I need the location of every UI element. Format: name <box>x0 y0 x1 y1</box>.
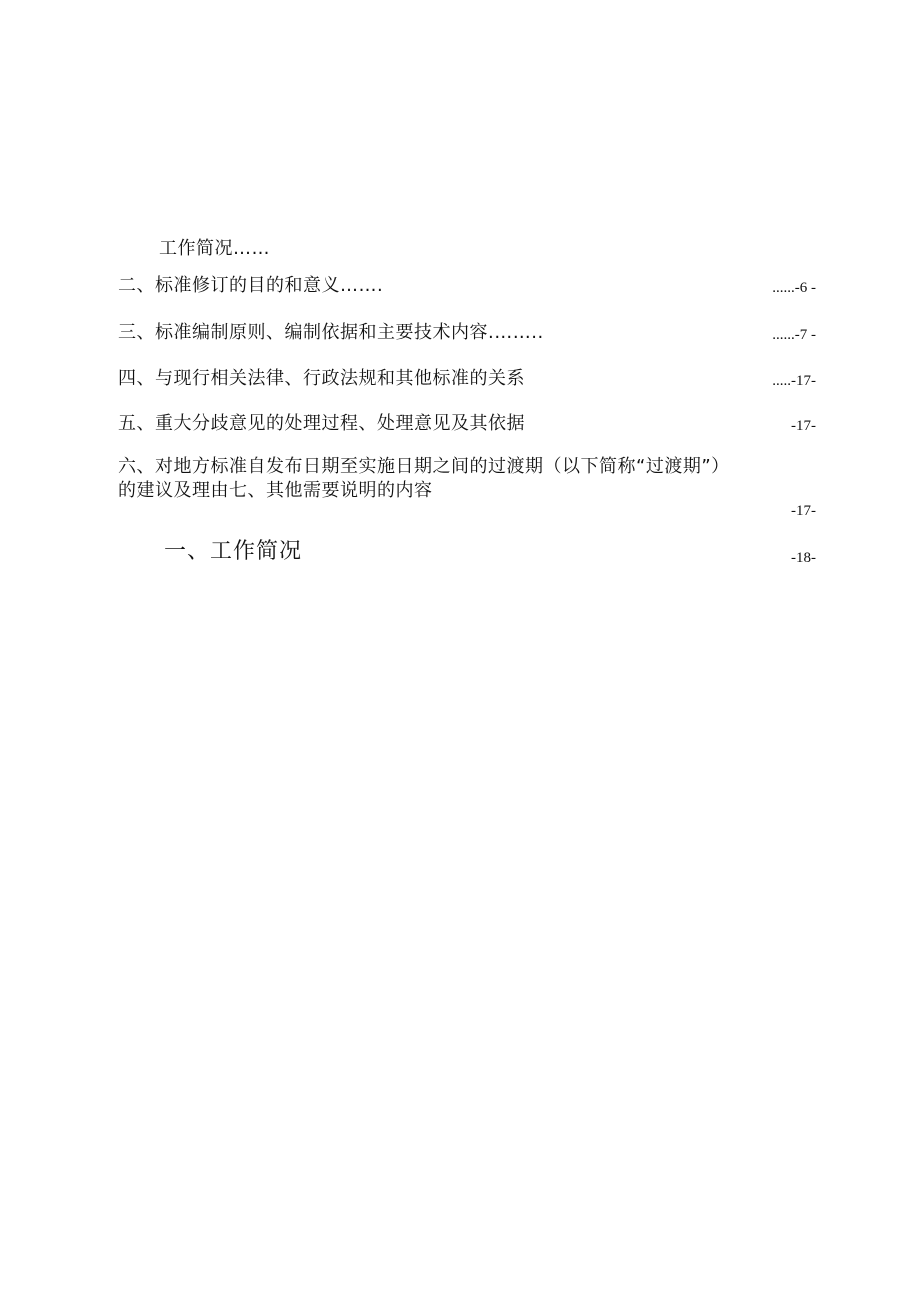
toc-page-number: .....-17- <box>772 373 816 389</box>
toc-entry-transition-line2: 的建议及理由七、其他需要说明的内容 <box>118 480 433 501</box>
toc-entry-disputes: 五、重大分歧意见的处理过程、处理意见及其依据 <box>118 413 525 434</box>
toc-page-number: ......-6 - <box>772 280 816 296</box>
toc-entry-work-overview: 工作简况…… <box>159 238 270 259</box>
section-heading: 一、工作简况 <box>164 539 303 564</box>
toc-entry-principles: 三、标准编制原则、编制依据和主要技术内容.…….. <box>118 322 544 343</box>
toc-page-number: -17- <box>791 503 816 519</box>
toc-page-number: ......-7 - <box>772 327 816 343</box>
toc-entry-relations: 四、与现行相关法律、行政法规和其他标准的关系 <box>118 368 525 389</box>
toc-entry-transition-line1: 六、对地方标准自发布日期至实施日期之间的过渡期（以下简称“过渡期”） <box>118 456 730 477</box>
section-page-number: -18- <box>791 550 816 566</box>
toc-entry-purpose: 二、标准修订的目的和意义……. <box>118 275 384 296</box>
toc-page-number: -17- <box>791 418 816 434</box>
